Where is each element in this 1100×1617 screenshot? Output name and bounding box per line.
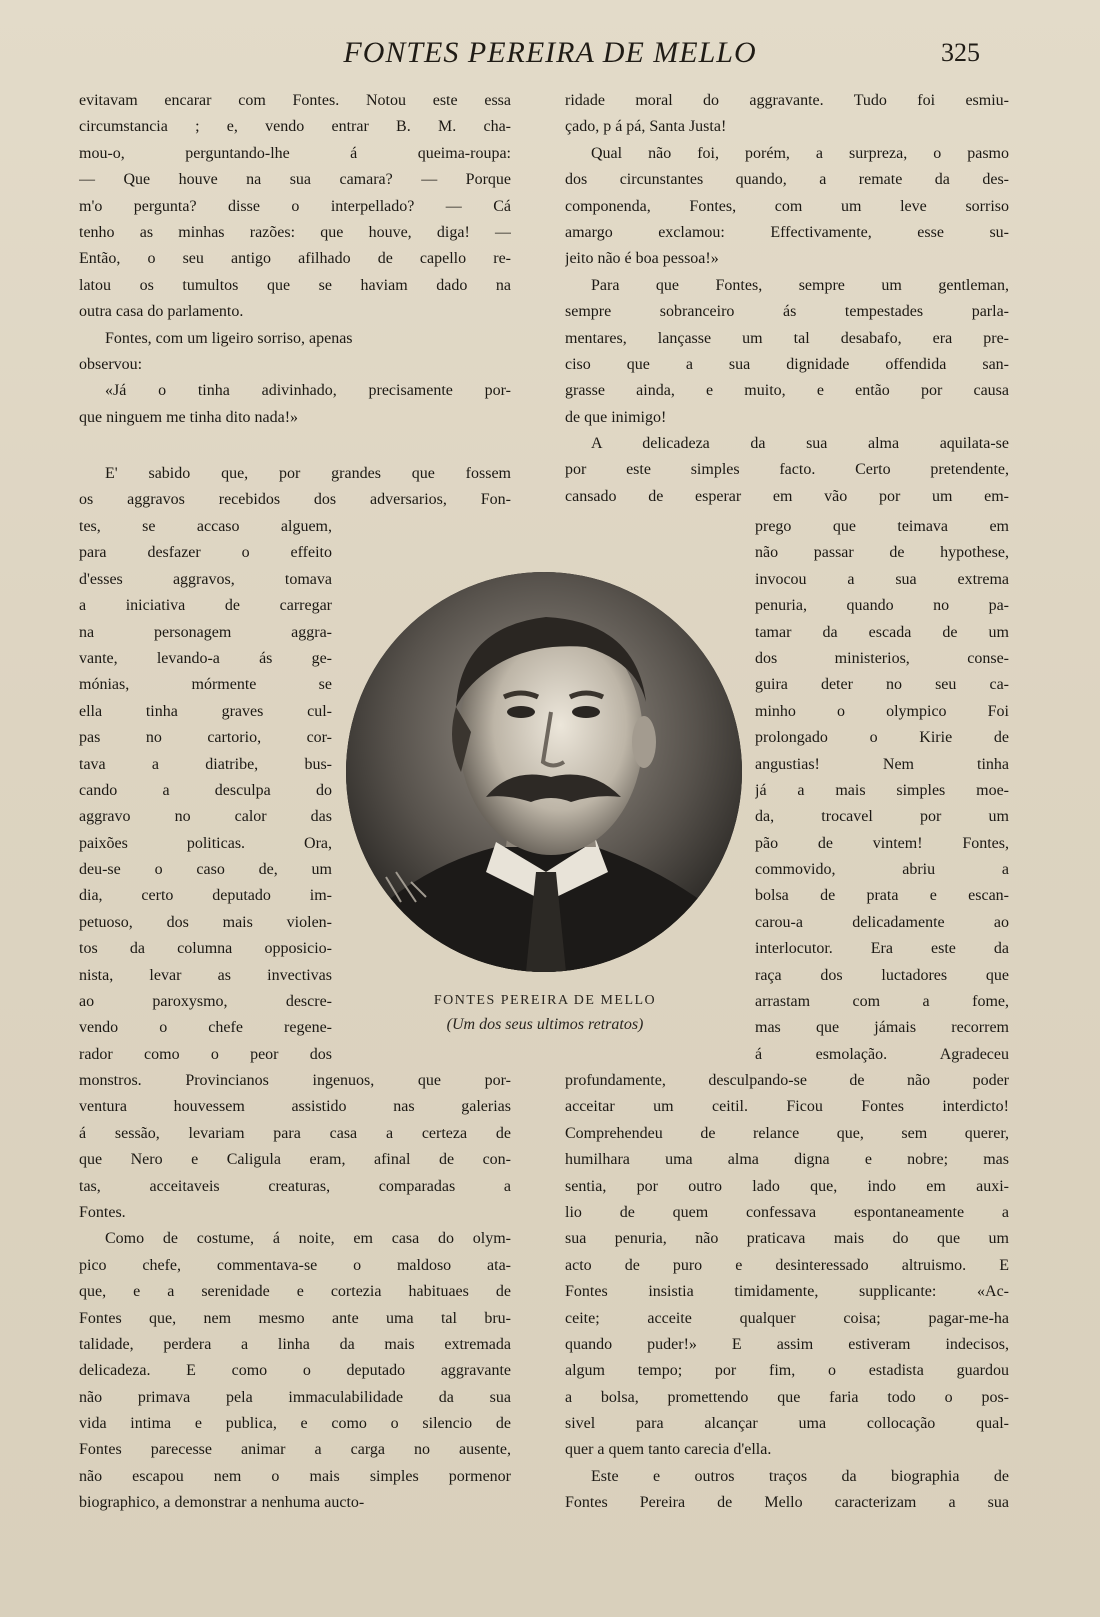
text-line: acceitar um ceitil. Ficou Fontes interdicto! — [565, 1098, 1009, 1116]
text-line: talidade, perdera a linha da mais extremada — [79, 1335, 511, 1353]
text-line: Fontes Pereira de Mello caracterizam a sua — [565, 1494, 1009, 1512]
text-line: tes, se accaso alguem, — [79, 518, 332, 535]
text-line: componenda, Fontes, com um leve sorriso — [565, 197, 1009, 215]
text-line: d'esses aggravos, tomava — [79, 570, 332, 588]
text-line: m'o pergunta? disse o interpellado? — Cá — [79, 197, 511, 215]
text-line: interlocutor. Era este da — [755, 940, 1009, 958]
text-line: Fontes, com um ligeiro sorriso, apenas — [105, 329, 353, 347]
left-column-wrapped-text — [79, 518, 332, 1072]
text-line: acto de puro e desinteressado altruismo. E — [565, 1256, 1009, 1274]
text-line: E' sabido que, por grandes que fossem — [105, 465, 511, 482]
text-line: delicadeza. E como o deputado aggravante — [79, 1362, 511, 1380]
right-column-top-text — [565, 92, 1009, 514]
text-line: prego que teimava em — [755, 518, 1009, 535]
text-line: Fontes parecesse animar a carga no ausente, — [79, 1441, 511, 1459]
text-line: «Já o tinha adivinhado, precisamente por- — [105, 382, 511, 400]
left-column-bottom-text — [79, 1072, 511, 1521]
text-line: cansado de esperar em vão por um em- — [565, 487, 1009, 505]
page-header — [0, 36, 1100, 76]
text-line: observou: — [79, 355, 143, 373]
text-line: profundamente, desculpando-se de não poder — [565, 1072, 1009, 1089]
text-line: algum tempo; por fim, o estadista guardou — [565, 1362, 1009, 1380]
text-line: tos da columna opposicio- — [79, 940, 332, 958]
text-line: bolsa de prata e escan- — [755, 887, 1009, 905]
text-line: Qual não foi, porém, a surpreza, o pasmo — [591, 144, 1009, 162]
text-line: rador como o peor dos — [79, 1045, 332, 1063]
text-line: deu-se o caso de, um — [79, 861, 332, 879]
text-line: pas no cartorio, cor- — [79, 729, 332, 747]
text-line: evitavam encarar com Fontes. Notou este essa — [79, 92, 511, 109]
text-line: circumstancia ; e, vendo entrar B. M. cha- — [79, 118, 511, 136]
text-line: á esmolação. Agradeceu — [755, 1045, 1009, 1063]
text-line: quer a quem tanto carecia d'ella. — [565, 1441, 772, 1459]
left-column-top-text — [79, 92, 511, 435]
text-line: aggravo no calor das — [79, 808, 332, 826]
text-line: — Que houve na sua camara? — Porque — [79, 171, 511, 189]
text-line: já a mais simples moe- — [755, 781, 1009, 799]
left-column-intro-text — [79, 465, 511, 518]
text-line: que, e a serenidade e cortezia habituaes de — [79, 1283, 511, 1301]
text-line: A delicadeza da sua alma aquilata-se — [591, 435, 1009, 453]
text-line: lio de quem confessava espontaneamente a — [565, 1203, 1009, 1221]
text-line: biographico, a demonstrar a nenhuma aucto- — [79, 1494, 365, 1512]
text-line: mou-o, perguntando-lhe á queima-roupa: — [79, 144, 511, 162]
text-line: dia, certo deputado im- — [79, 887, 332, 905]
text-line: invocou a sua extrema — [755, 570, 1009, 588]
text-line: jeito não é boa pessoa!» — [565, 250, 719, 268]
portrait-photo — [346, 572, 742, 972]
text-line: a bolsa, promettendo que faria todo o pos- — [565, 1388, 1009, 1406]
text-line: pico chefe, commentava-se o maldoso ata- — [79, 1256, 511, 1274]
text-line: tava a diatribe, bus- — [79, 755, 332, 773]
portrait-illustration — [346, 572, 742, 972]
text-line: guira deter no seu ca- — [755, 676, 1009, 694]
text-line: humilhara uma alma digna e nobre; mas — [565, 1151, 1009, 1169]
text-line: amargo exclamou: Effectivamente, esse su- — [565, 223, 1009, 241]
text-line: tamar da escada de um — [755, 623, 1009, 641]
text-line: dos circunstantes quando, a remate da des- — [565, 171, 1009, 189]
text-line: vante, levando-a ás ge- — [79, 649, 332, 667]
text-line: commovido, abriu a — [755, 861, 1009, 879]
text-line: çado, p á pá, Santa Justa! — [565, 118, 727, 136]
text-line: Comprehendeu de relance que, sem querer, — [565, 1124, 1009, 1142]
text-line: que ninguem me tinha dito nada!» — [79, 408, 299, 426]
text-line: cando a desculpa do — [79, 781, 332, 799]
text-line: não passar de hypothese, — [755, 544, 1009, 562]
text-line: mentares, lançasse um tal desabafo, era pre- — [565, 329, 1009, 347]
text-line: carou-a delicadamente ao — [755, 913, 1009, 931]
text-line: ridade moral do aggravante. Tudo foi esmiu- — [565, 92, 1009, 109]
text-line: sivel para alcançar uma collocação qual- — [565, 1415, 1009, 1433]
right-column-wrapped-text — [755, 518, 1009, 1072]
text-line: Este e outros traços da biographia de — [591, 1467, 1009, 1485]
text-line: Fontes insistia timidamente, supplicante: «Ac- — [565, 1283, 1009, 1301]
text-line: Fontes que, nem mesmo ante uma tal bru- — [79, 1309, 511, 1327]
text-line: vida intima e publica, e como o silencio de — [79, 1415, 511, 1433]
text-line: vendo o chefe regene- — [79, 1019, 332, 1037]
page-number: 325 — [941, 38, 980, 67]
text-line: sentia, por outro lado que, indo em auxi- — [565, 1177, 1009, 1195]
text-line: grasse ainda, e muito, e então por causa — [565, 382, 1009, 400]
running-title: FONTES PEREIRA DE MELLO — [343, 36, 757, 69]
text-line: mónias, mórmente se — [79, 676, 332, 694]
figure-caption-subtitle: (Um dos seus ultimos retratos) — [446, 1016, 644, 1033]
text-line: por este simples facto. Certo pretendente, — [565, 461, 1009, 479]
text-line: dos ministerios, conse- — [755, 649, 1009, 667]
figure-caption-title: FONTES PEREIRA DE MELLO — [433, 993, 657, 1008]
text-line: da, trocavel por um — [755, 808, 1009, 826]
text-line: ventura houvessem assistido nas galerias — [79, 1098, 511, 1116]
text-line: Então, o seu antigo afilhado de capello re- — [79, 250, 511, 268]
text-line: de que inimigo! — [565, 408, 667, 426]
text-line: sua penuria, não praticava mais do que um — [565, 1230, 1009, 1248]
text-line: ceite; acceite qualquer coisa; pagar-me-ha — [565, 1309, 1009, 1327]
text-line: Para que Fontes, sempre um gentleman, — [591, 276, 1009, 294]
text-line: nista, levar as invectivas — [79, 966, 332, 984]
text-line: petuoso, dos mais violen- — [79, 913, 332, 931]
text-line: não escapou nem o mais simples pormenor — [79, 1467, 511, 1485]
text-line: latou os tumultos que se haviam dado na — [79, 276, 511, 294]
text-line: monstros. Provincianos ingenuos, que por- — [79, 1072, 511, 1089]
text-line: mas que jámais recorrem — [755, 1019, 1009, 1037]
text-line: ciso que a sua dignidade offendida san- — [565, 355, 1009, 373]
text-line: raça dos luctadores que — [755, 966, 1009, 984]
text-line: Como de costume, á noite, em casa do olym- — [105, 1230, 511, 1248]
text-line: angustias! Nem tinha — [755, 755, 1009, 773]
text-line: para desfazer o effeito — [79, 544, 332, 562]
text-line: ao paroxysmo, descre- — [79, 993, 332, 1011]
text-line: os aggravos recebidos dos adversarios, Fon- — [79, 491, 511, 509]
text-line: a iniciativa de carregar — [79, 597, 332, 615]
text-line: arrastam com a fome, — [755, 993, 1009, 1011]
text-line: não primava pela immaculabilidade da sua — [79, 1388, 511, 1406]
text-line: outra casa do parlamento. — [79, 303, 244, 321]
text-line: ella tinha graves cul- — [79, 702, 332, 720]
right-column-bottom-text — [565, 1072, 1009, 1521]
text-line: paixões politicas. Ora, — [79, 834, 332, 852]
text-line: na personagem aggra- — [79, 623, 332, 641]
text-line: minho o olympico Foi — [755, 702, 1009, 720]
text-line: tas, acceitaveis creaturas, comparadas a — [79, 1177, 511, 1195]
text-line: sempre sobranceiro ás tempestades parla- — [565, 303, 1009, 321]
text-line: tenho as minhas razões: que houve, diga! — — [79, 223, 511, 241]
text-line: penuria, quando no pa- — [755, 597, 1009, 615]
text-line: que Nero e Caligula eram, afinal de con- — [79, 1151, 511, 1169]
text-line: quando puder!» E assim estiveram indecisos, — [565, 1335, 1009, 1353]
text-line: pão de vintem! Fontes, — [755, 834, 1009, 852]
text-line: Fontes. — [79, 1203, 126, 1221]
text-line: á sessão, levariam para casa a certeza de — [79, 1124, 511, 1142]
text-line: prolongado o Kirie de — [755, 729, 1009, 747]
